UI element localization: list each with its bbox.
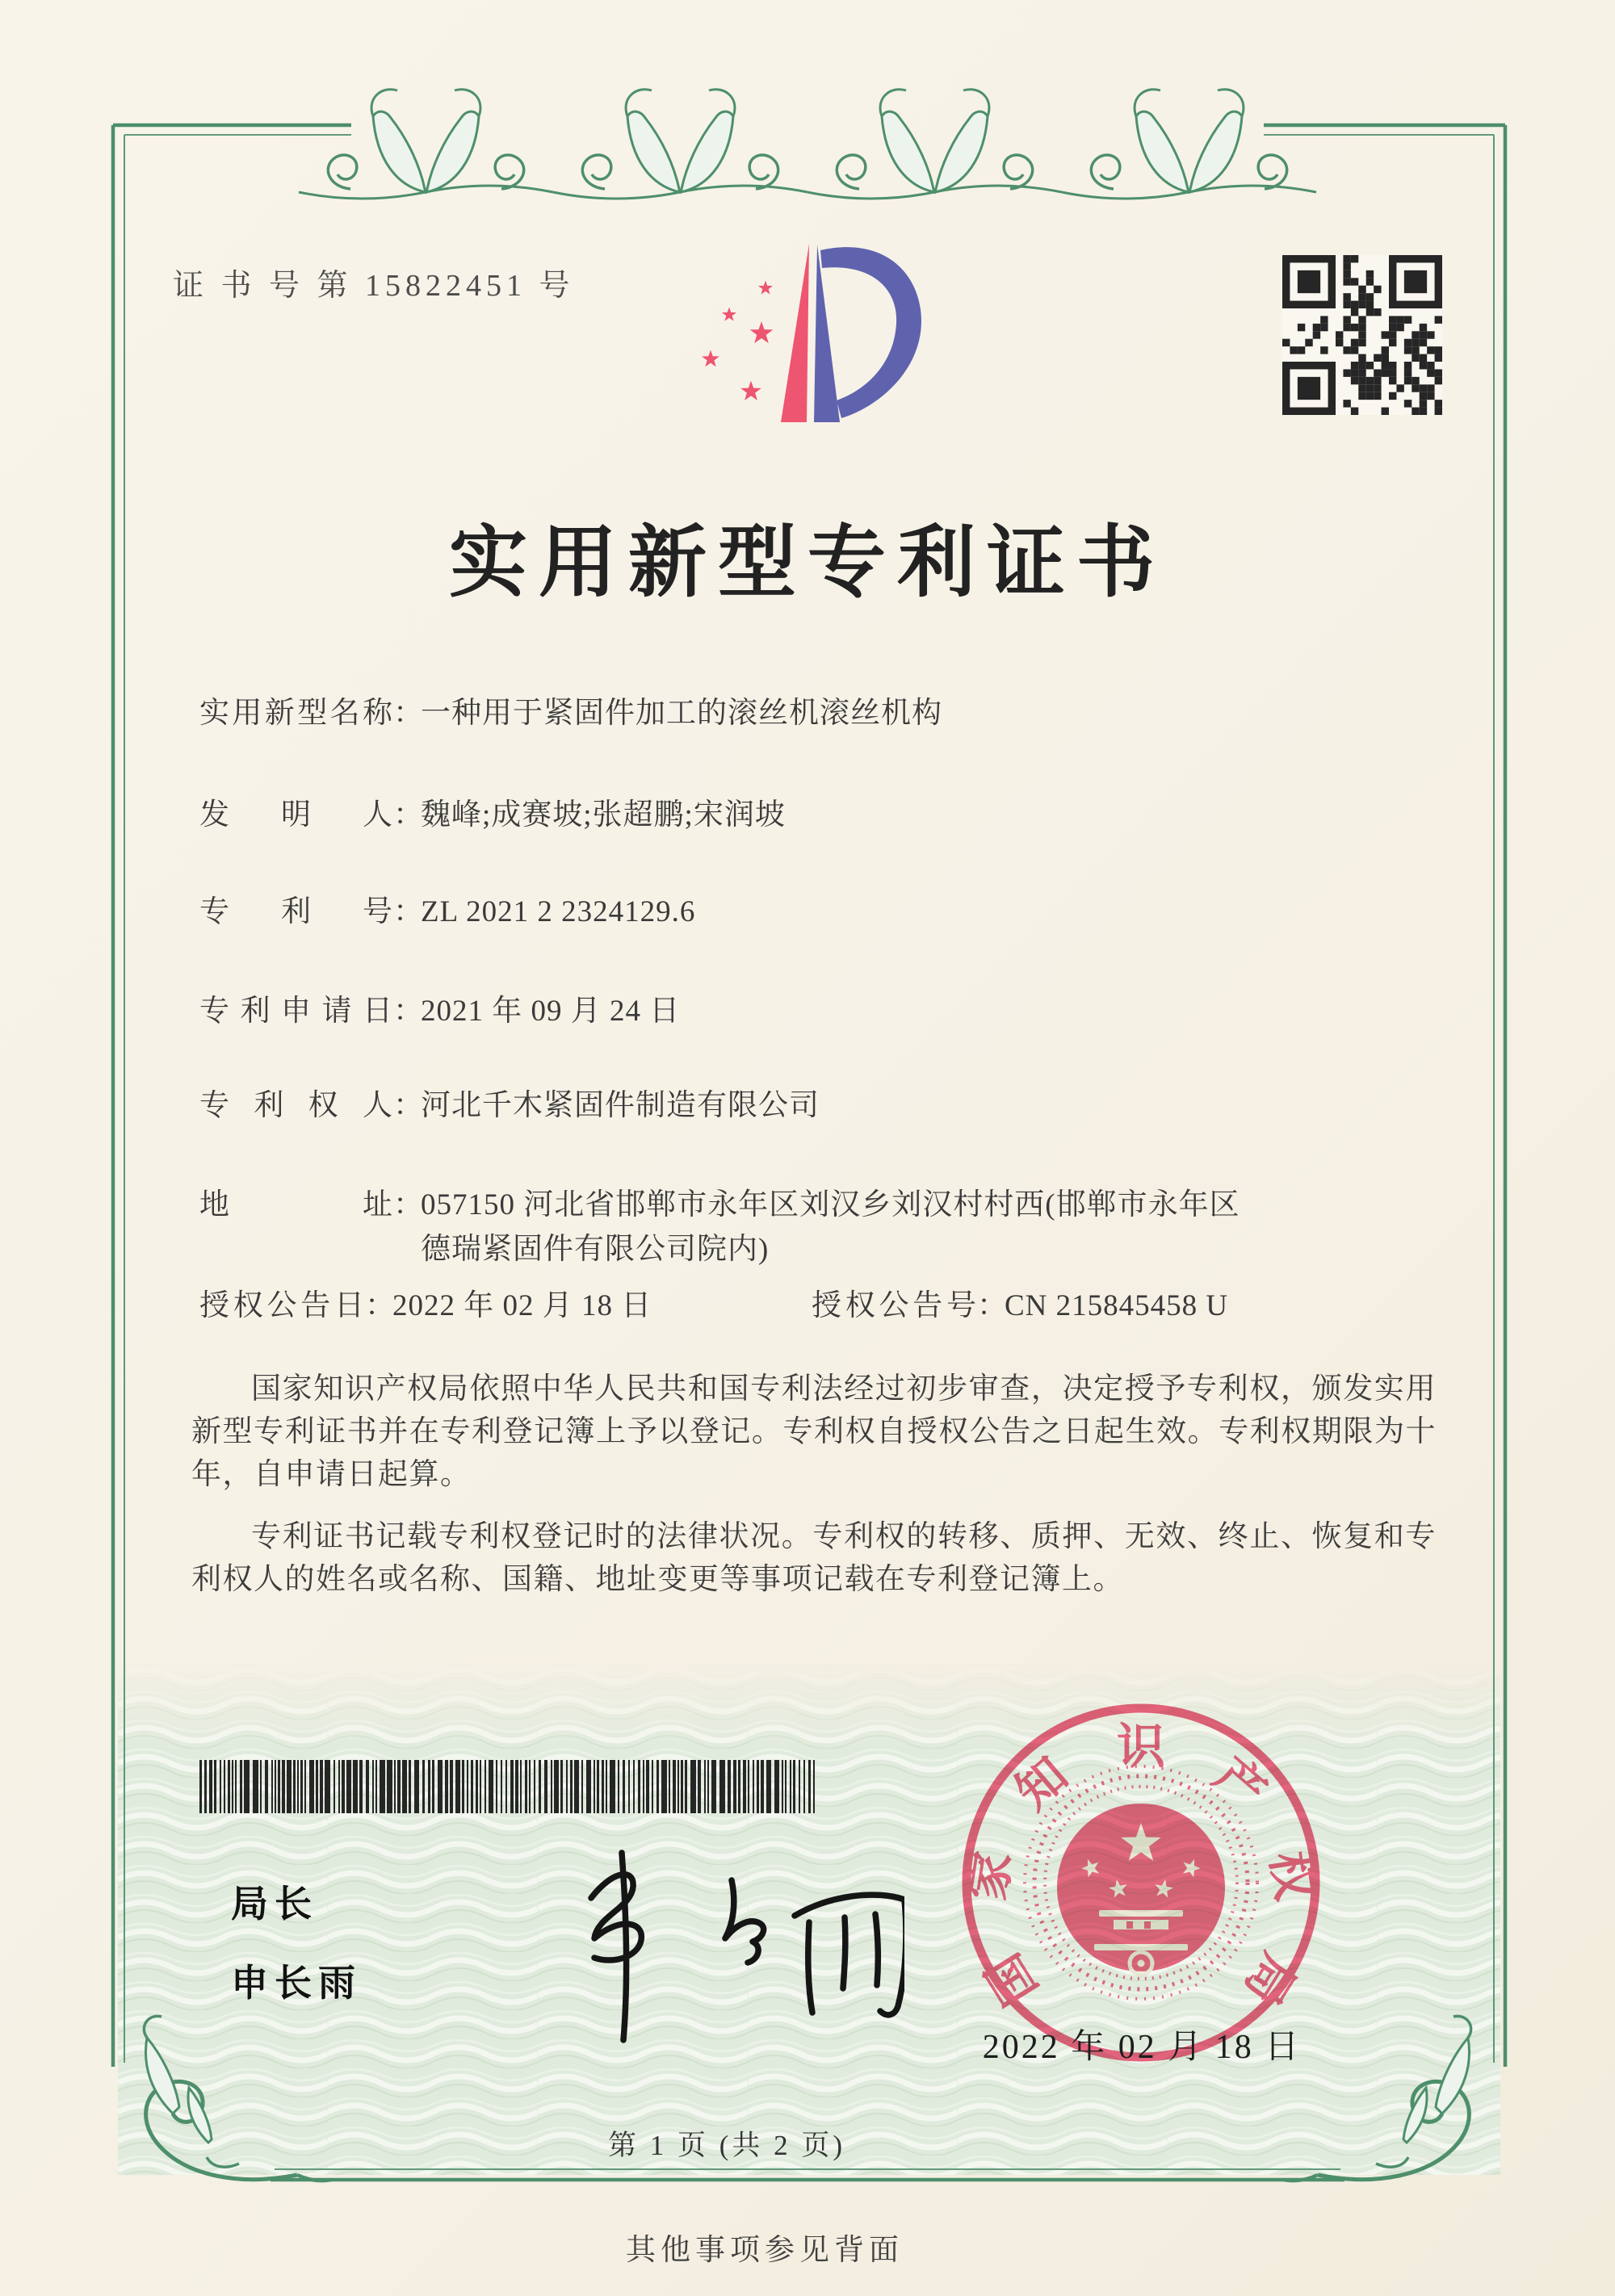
certificate-number: 证 书 号 第 15822451 号: [173, 269, 575, 303]
field-label: 实用新型名称: [199, 697, 393, 730]
field-row-filing-date: 专利申请日：2021 年 09 月 24 日: [199, 989, 680, 1033]
svg-text:局: 局: [1234, 1944, 1306, 2014]
field-value: 2021 年 09 月 24 日: [421, 995, 681, 1028]
page-indicator: 第 1 页 (共 2 页): [607, 2130, 846, 2161]
svg-text:权: 权: [1261, 1848, 1322, 1904]
svg-text:识: 识: [1117, 1720, 1165, 1774]
field-row-name: 实用新型名称：一种用于紧固件加工的滚丝机滚丝机构: [199, 691, 942, 735]
director-signature-icon: [484, 1820, 904, 2063]
legal-text: [191, 1368, 1437, 1620]
field-label: 地址: [199, 1188, 393, 1221]
field-row-inventors: 发明人：魏峰;成赛坡;张超鹏;宋润坡: [199, 793, 786, 837]
certificate-title: 实用新型专利证书: [449, 520, 1166, 606]
field-value: 一种用于紧固件加工的滚丝机滚丝机构: [421, 697, 942, 730]
barcode-icon: [199, 1760, 825, 1815]
director-title-label: 局长: [231, 1883, 318, 1925]
field-value: 魏峰;成赛坡;张超鹏;宋润坡: [421, 798, 786, 832]
legal-paragraph-1: 国家知识产权局依照中华人民共和国专利法经过初步审查，决定授予专利权，颁发实用新型专利证书并在专利登记簿上予以登记。专利权自授权公告之日起生效。专利权期限为十年，自申请日起算。: [191, 1372, 1437, 1491]
field-label: 发明人: [199, 798, 393, 832]
grant-row: 授权公告日：2022 年 02 月 18 日 授权公告号：CN 215845458 U: [199, 1284, 652, 1328]
top-scroll-ornament: [299, 90, 1316, 199]
grant-number-value: CN 215845458 U: [1005, 1289, 1229, 1322]
field-value: 057150 河北省邯郸市永年区刘汉乡刘汉村村西(邯郸市永年区德瑞紧固件有限公司院内): [421, 1188, 1240, 1266]
field-label: 专利申请日: [199, 995, 393, 1028]
field-label: 专利号: [199, 895, 393, 928]
svg-text:产: 产: [1204, 1747, 1276, 1820]
qr-code-icon: [1282, 255, 1442, 415]
svg-text:知: 知: [1006, 1747, 1078, 1820]
seal-date: 2022 年 02 月 18 日: [982, 2029, 1302, 2066]
director-name: 申长雨: [231, 1962, 362, 2004]
grant-number-label: 授权公告号: [812, 1289, 977, 1322]
field-label: 专利权人: [199, 1089, 393, 1122]
field-value: 河北千木紧固件制造有限公司: [421, 1089, 820, 1122]
legal-paragraph-2: 专利证书记载专利权登记时的法律状况。专利权的转移、质押、无效、终止、恢复和专利权人的姓名或名称、国籍、地址变更等事项记载在专利登记簿上。: [191, 1520, 1437, 1596]
field-row-patentee: 专利权人：河北千木紧固件制造有限公司: [199, 1083, 820, 1128]
svg-text:家: 家: [960, 1848, 1021, 1904]
back-side-note: 其他事项参见背面: [626, 2234, 904, 2267]
cnipa-logo-icon: [691, 220, 933, 438]
cnipa-official-seal-icon: [955, 1697, 1327, 2068]
grant-date-value: 2022 年 02 月 18 日: [392, 1289, 652, 1322]
svg-text:国: 国: [976, 1944, 1048, 2014]
field-row-address: 地址：057150 河北省邯郸市永年区刘汉乡刘汉村村西(邯郸市永年区德瑞紧固件有限公司院内): [199, 1183, 1240, 1272]
grant-date-label: 授权公告日: [199, 1289, 365, 1322]
field-row-patent-number: 专利号：ZL 2021 2 2324129.6: [199, 890, 695, 934]
field-value: ZL 2021 2 2324129.6: [421, 895, 696, 928]
